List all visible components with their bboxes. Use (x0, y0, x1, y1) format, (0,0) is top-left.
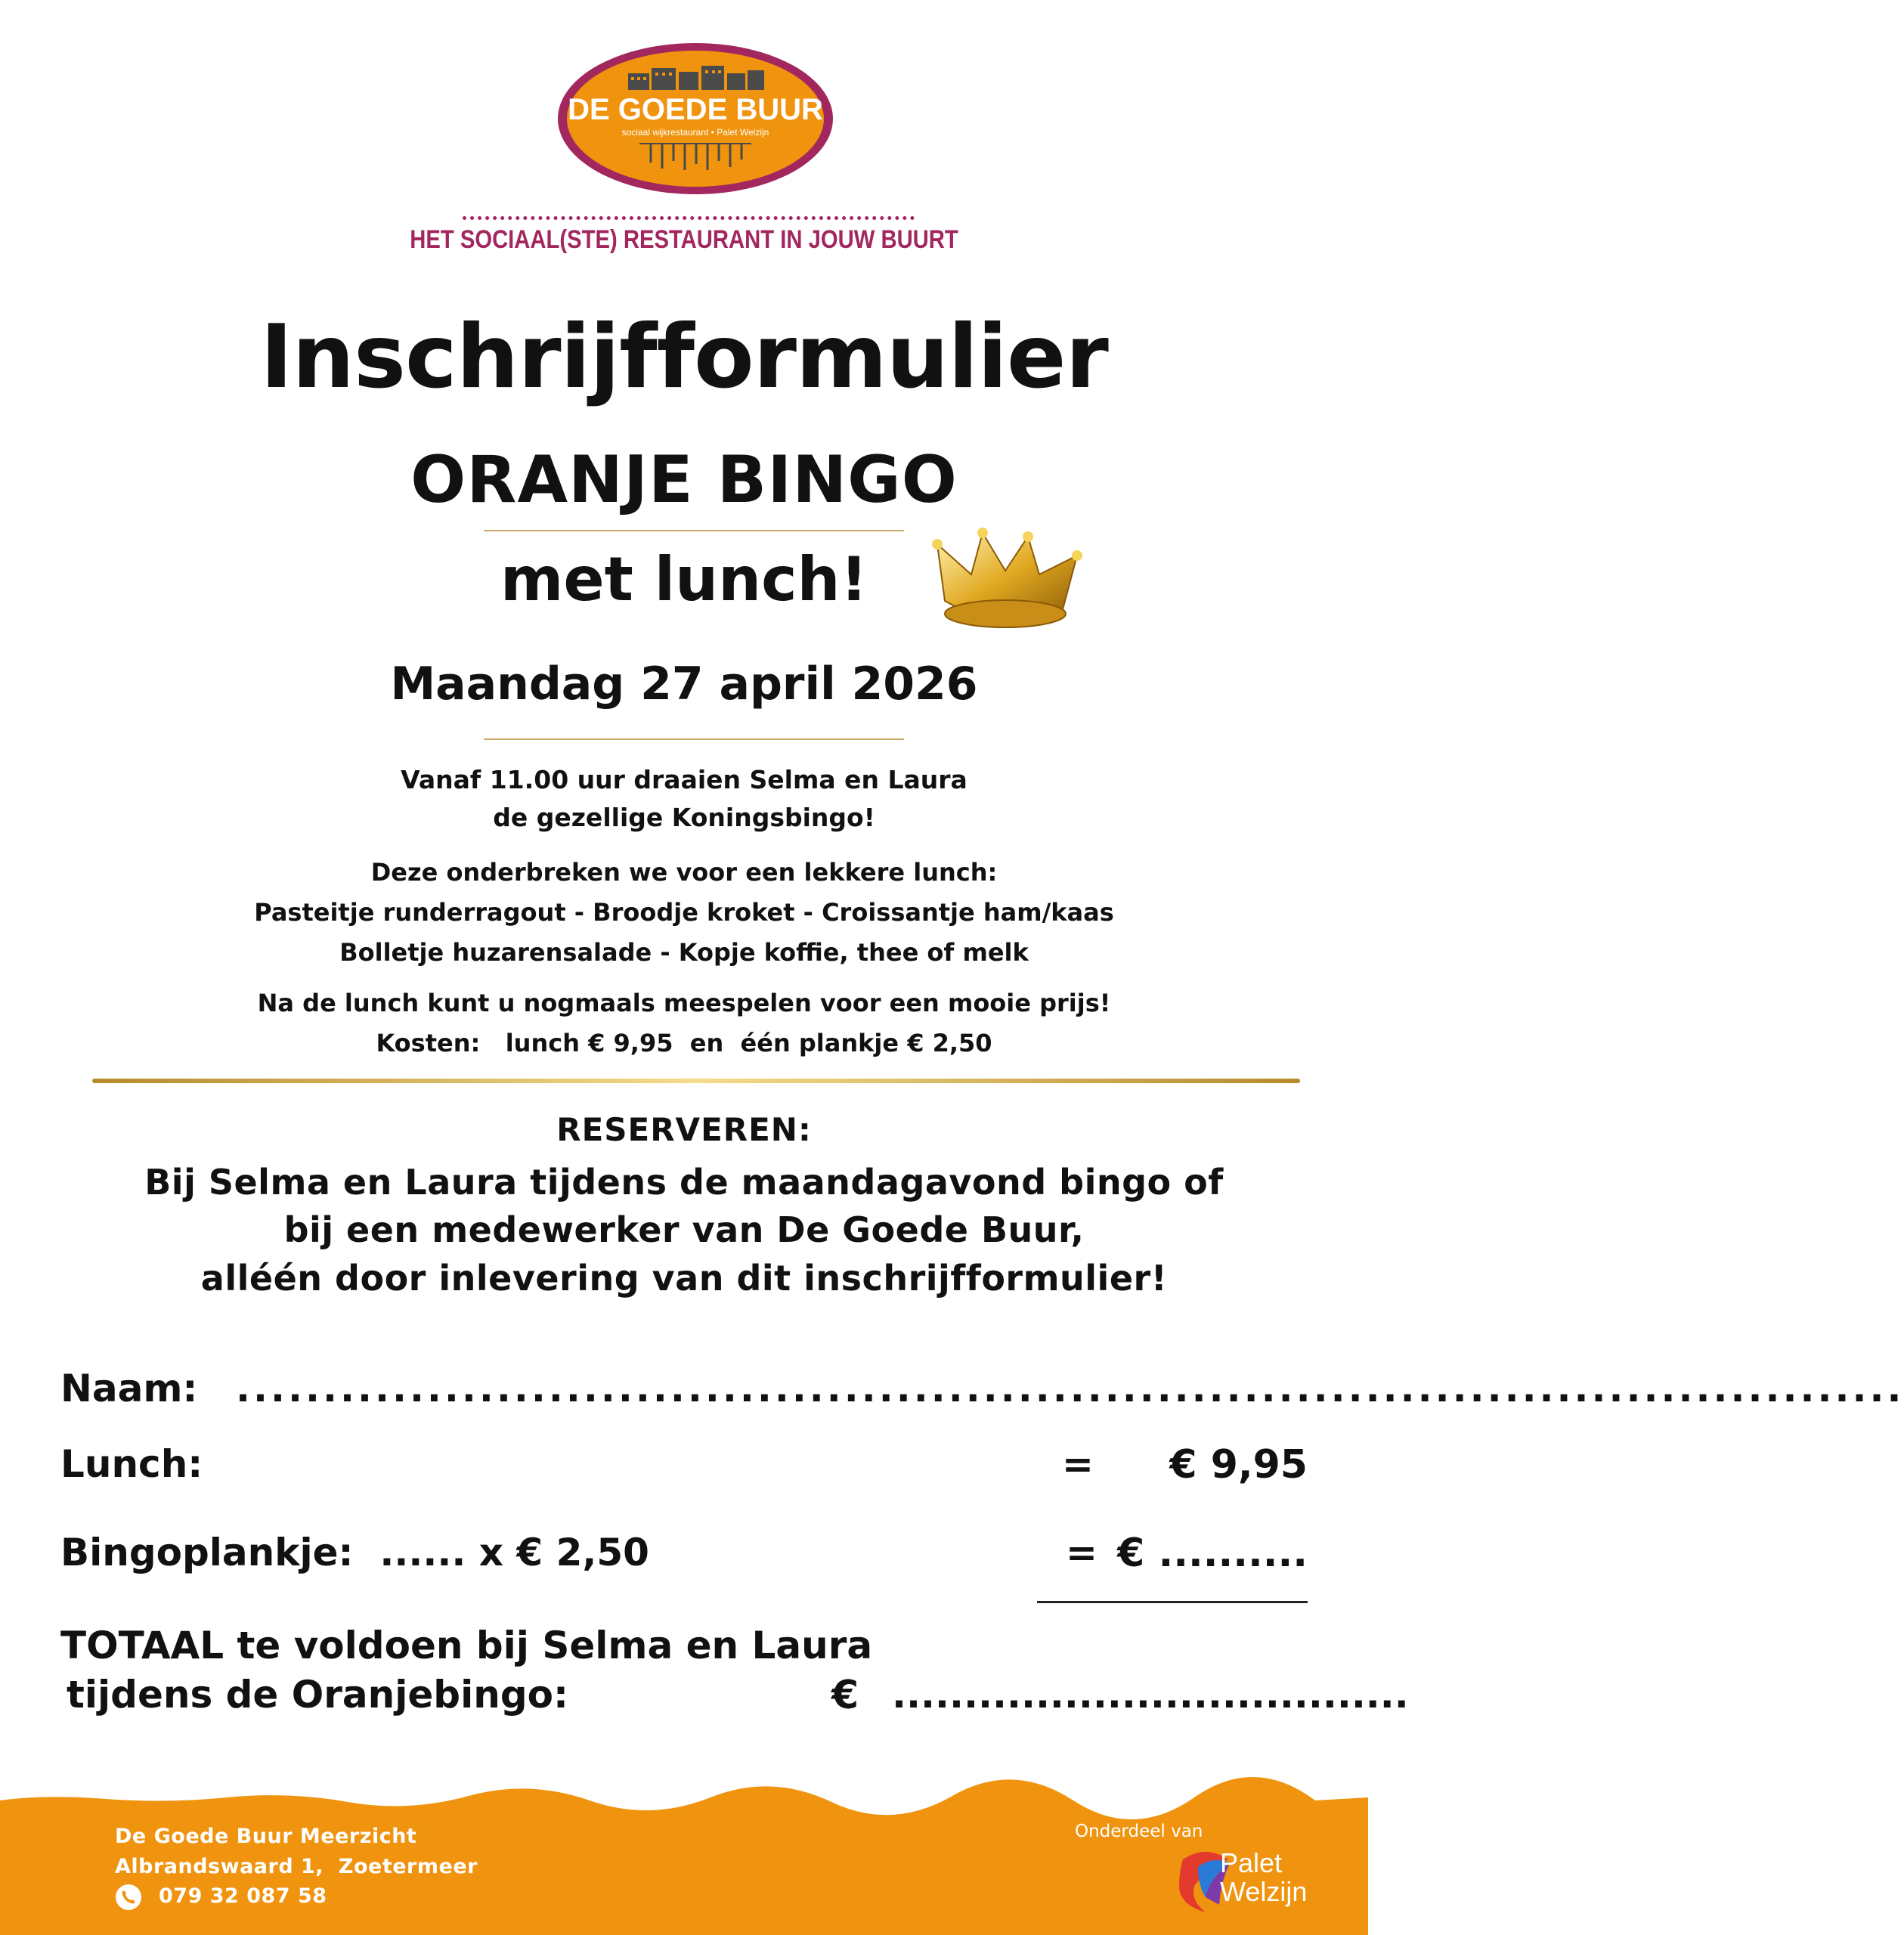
footer-address: Albrandswaard 1, Zoetermeer (115, 1855, 478, 1878)
divider (484, 738, 904, 740)
equals-sign: = (1066, 1531, 1098, 1574)
bingo-card-label[interactable]: Bingoplankje: ...... x € 2,50 (60, 1531, 649, 1574)
svg-text:sociaal wijkrestaurant • Palet: sociaal wijkrestaurant • Palet Welzijn (621, 127, 769, 138)
reservation-line: alléén door inlevering van dit inschrijfformulier! (200, 1258, 1168, 1299)
total-currency: € (831, 1673, 859, 1718)
lunch-price: € 9,95 (1169, 1442, 1308, 1488)
menu-line: Pasteitje runderragout - Broodje kroket - Croissantje ham/kaas (254, 898, 1114, 927)
crown-icon (930, 529, 1085, 639)
description-line: Deze onderbreken we voor een lekkere lunch: (370, 858, 998, 887)
total-field[interactable]: .................................... (892, 1673, 1409, 1717)
svg-text:DE GOEDE BUUR: DE GOEDE BUUR (568, 93, 823, 126)
sum-rule (1037, 1601, 1308, 1603)
cost-line: Kosten: lunch € 9,95 en één plankje € 2,50 (376, 1029, 992, 1057)
tagline: HET SOCIAAL(STE) RESTAURANT IN JOUW BUURT (410, 225, 958, 254)
tagline-dotted-rule (463, 216, 915, 220)
bingo-price-field[interactable]: € .......... (1117, 1531, 1308, 1576)
event-subtitle: met lunch! (500, 544, 868, 615)
lunch-label: Lunch: (60, 1442, 203, 1486)
description-line: Na de lunch kunt u nogmaals meespelen voor een mooie prijs! (257, 989, 1111, 1017)
page-title: Inschrijfformulier (260, 306, 1108, 408)
event-title: ORANJE BINGO (410, 442, 958, 518)
welzijn-text: Welzijn (1220, 1876, 1308, 1907)
footer-phone: 079 32 087 58 (159, 1884, 327, 1908)
divider (484, 530, 904, 531)
event-date: Maandag 27 april 2026 (390, 658, 978, 711)
equals-sign: = (1062, 1442, 1094, 1486)
total-label-continued: tijdens de Oranjebingo: (67, 1673, 568, 1717)
phone-icon (115, 1884, 142, 1911)
footer-location: De Goede Buur Meerzicht (115, 1825, 417, 1848)
menu-line: Bolletje huzarensalade - Kopje koffie, thee of melk (339, 938, 1029, 967)
part-of-label: Onderdeel van (1075, 1822, 1203, 1841)
total-label: TOTAAL te voldoen bij Selma en Laura (60, 1624, 873, 1667)
name-label: Naam: (60, 1367, 198, 1410)
name-field[interactable]: ................................................................................................ (236, 1367, 1904, 1410)
de-goede-buur-logo (556, 42, 834, 197)
description-line: Vanaf 11.00 uur draaien Selma en Laura (401, 765, 967, 794)
reservation-title: RESERVEREN: (556, 1111, 812, 1148)
description-line: de gezellige Koningsbingo! (493, 803, 875, 832)
gold-divider (92, 1079, 1300, 1083)
reservation-line: Bij Selma en Laura tijdens de maandagavond bingo of (144, 1162, 1224, 1203)
palet-text: Palet (1220, 1847, 1283, 1878)
reservation-line: bij een medewerker van De Goede Buur, (283, 1209, 1085, 1250)
